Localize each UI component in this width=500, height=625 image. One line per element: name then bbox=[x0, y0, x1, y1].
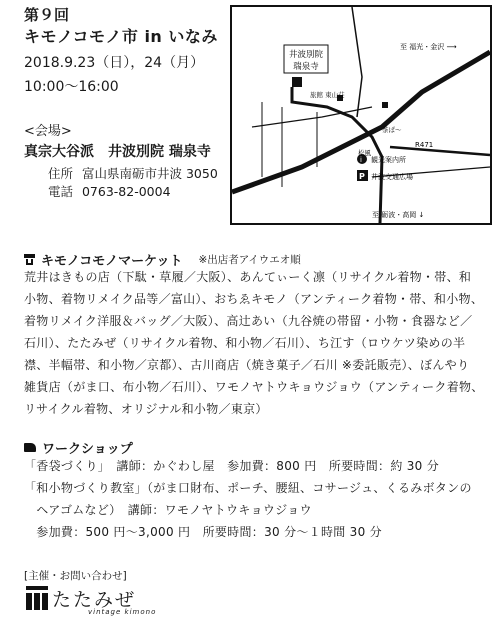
shop-icon bbox=[24, 254, 35, 265]
market-note: ※出店者アイウエオ順 bbox=[198, 254, 301, 266]
map-label-cafe: 茶ぱ〜 bbox=[382, 126, 402, 134]
temple-marker bbox=[292, 77, 302, 87]
venue-address bbox=[48, 164, 218, 182]
list-item: 荒井はきもの店（下駄・草履／大阪）、あんてぃーく凛（リサイクル着物・帯、和 bbox=[24, 270, 472, 284]
list-item: ヘアゴムなど） 講師：ワモノヤトウキョウジョウ bbox=[24, 503, 312, 517]
folder-icon bbox=[24, 443, 36, 452]
route-road bbox=[390, 147, 490, 155]
map-label-north: 至 福光・金沢 ⟶ bbox=[400, 43, 457, 51]
event-title: キモノコモノ市 in いなみ bbox=[24, 27, 218, 46]
parking-symbol: P bbox=[359, 172, 365, 181]
edition-label: 第９回 bbox=[24, 6, 70, 24]
workshop-list bbox=[24, 455, 480, 543]
list-item: 着物リメイク洋服＆バッグ／大阪）、高辻あい（九谷焼の帯留・小物・食器など／ bbox=[24, 314, 473, 328]
event-date: 2018.9.23（日），24（月） bbox=[24, 55, 205, 71]
logo-subtext: vintage kimono bbox=[88, 608, 157, 616]
map-drawing bbox=[232, 7, 490, 223]
market-heading-label: キモノコモノマーケット bbox=[41, 254, 183, 269]
list-item: 小物、着物リメイク品等／富山）、おちゑキモノ（アンティーク着物・帯、和小物、 bbox=[24, 292, 484, 306]
list-item: 雑貨店（がま口、布小物／石川）、ワモノヤトウキョウジョウ（アンティーク着物、 bbox=[24, 380, 484, 394]
map-label-inn: 旅館 東山荘 bbox=[310, 91, 345, 99]
logo-mark-icon bbox=[26, 586, 48, 610]
venue-name: 真宗大谷派 井波別院 瑞泉寺 bbox=[24, 144, 211, 160]
list-item: 参加費：500 円〜3,000 円 所要時間：30 分〜１時間 30 分 bbox=[24, 525, 382, 539]
list-item: 襟、半幅帯、和小物／京都）、古川商店（焼き菓子／石川 ※委託販売）、ぼんやり bbox=[24, 358, 470, 372]
map-label-parking: 井波交通広場 bbox=[371, 173, 413, 181]
temple-name-2: 瑞泉寺 bbox=[293, 62, 319, 72]
map-label-south: 至 砺波・高岡 ↓ bbox=[372, 211, 425, 219]
organizer-logo bbox=[26, 586, 157, 616]
list-item: 石川）、たたみぜ（リサイクル着物、和小物／石川）、ち江す（ロウケツ染めの半 bbox=[24, 336, 466, 350]
event-time: 10:00〜16:00 bbox=[24, 79, 119, 95]
market-list bbox=[24, 266, 484, 420]
map-label-matsukaze: 松風 bbox=[358, 149, 371, 157]
map-label-route: R471 bbox=[415, 141, 434, 149]
phone-value: 0763-82-0004 bbox=[81, 184, 171, 199]
north-road bbox=[352, 7, 362, 117]
map-label-info: 観光案内所 bbox=[371, 156, 406, 164]
logo-text: たたみぜ bbox=[52, 589, 137, 611]
address-value: 富山県南砺市井波 3050 bbox=[81, 166, 218, 181]
venue-label: <会場> bbox=[24, 124, 72, 139]
access-map bbox=[230, 5, 492, 225]
venue-phone bbox=[48, 182, 171, 200]
temple-name-1: 井波別院 bbox=[288, 50, 324, 60]
phone-label: 電話 bbox=[48, 184, 74, 199]
workshop-heading-label: ワークショップ bbox=[42, 442, 133, 457]
list-item: 「和小物づくり教室」（がま口財布、ポーチ、腰紐、コサージュ、くるみボタンの bbox=[24, 481, 472, 495]
address-label: 住所 bbox=[48, 166, 74, 181]
contact-label: [主催・お問い合わせ] bbox=[24, 570, 127, 582]
info-symbol: i bbox=[360, 156, 362, 164]
list-item: リサイクル着物、オリジナル和小物／東京） bbox=[24, 402, 268, 416]
list-item: 「香袋づくり」 講師：かぐわし屋 参加費：800 円 所要時間：約 30 分 bbox=[24, 459, 440, 473]
